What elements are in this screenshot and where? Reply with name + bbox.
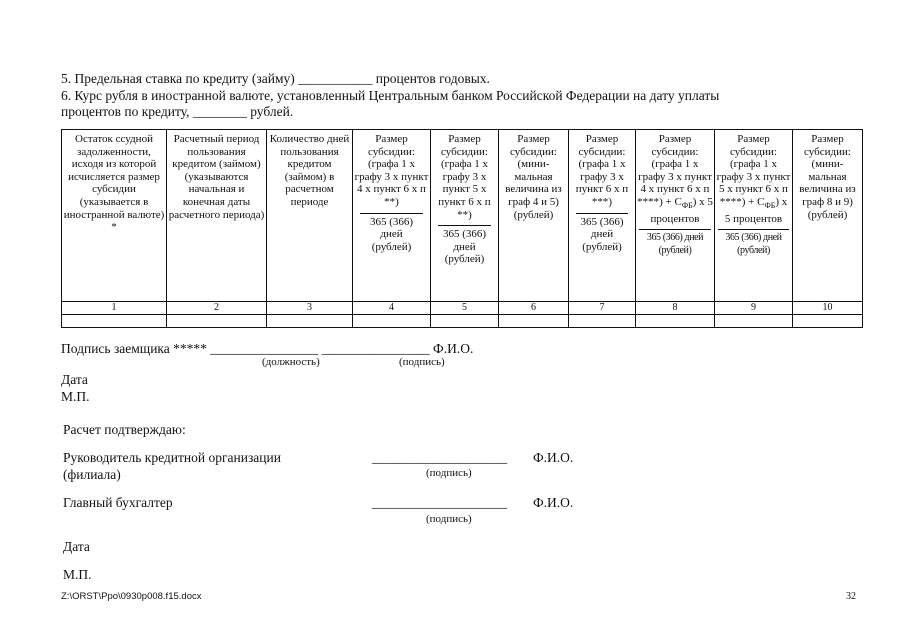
column-number-row [62,302,863,315]
exchange-line-2 [61,104,293,120]
table-cell[interactable] [499,315,569,328]
rate-suffix: процентов годовых. [375,71,490,86]
table-cell[interactable] [793,315,863,328]
page-number: 32 [846,591,856,602]
fraction: Размер субсидии: (графа 1 х графу 3 х пункт 4 х пункт 6 х п ****) + $С_{ФБ}$) х 5 процентов 365 (366) дней (рублей) [637,133,713,256]
header-col-4 [353,130,431,302]
fraction: Размер субсидии: (графа 1 х графу 3 х пункт 6 х п ***) 365 (366) дней (рублей) [575,133,629,253]
borrower-seal-label: М.П. [61,389,90,404]
column-number: 6 [499,302,569,315]
table-cell[interactable] [715,315,793,328]
column-number: 5 [431,302,499,315]
table-cell[interactable] [353,315,431,328]
borrower-signature-blank[interactable]: ________________ [321,341,430,356]
header-col-1: Остаток ссудной задолженности, исходя из которой исчисляется размер субсидии (указывается в иностранной валюте) * [62,130,167,302]
column-number: 3 [267,302,353,315]
borrower-date-label: Дата [61,372,88,387]
borrower-fio: Ф.И.О. [433,341,474,356]
rate-label: 5. Предельная ставка по кредиту (займу) [61,71,295,86]
header-col-6: Размер субсидии: (мини-мальная величина из граф 4 и 5) (рублей) [499,130,569,302]
signature-caption: (подпись) [399,356,445,368]
accountant-fio: Ф.И.О. [533,495,574,510]
column-number: 4 [353,302,431,315]
accountant-signature-caption: (подпись) [426,513,472,525]
table-cell[interactable] [431,315,499,328]
accountant-label: Главный бухгалтер [63,495,173,510]
position-caption: (должность) [262,356,320,368]
confirm-seal-label: М.П. [63,567,92,582]
fraction: Размер субсидии: (графа 1 х графу 3 х пункт 4 х пункт 6 х п **) 365 (366) дней (рублей) [354,133,429,253]
confirm-date-label: Дата [63,539,90,554]
header-col-10: Размер субсидии: (мини-мальная величина из граф 8 и 9) (рублей) [793,130,863,302]
subsidy-table [61,129,863,328]
column-number: 10 [793,302,863,315]
accountant-signature-blank[interactable]: ____________________ [372,495,507,510]
column-number: 9 [715,302,793,315]
rate-line [61,71,490,87]
fraction: Размер субсидии: (графа 1 х графу 3 х пункт 5 х пункт 6 х п ****) + $С_{ФБ}$) х 5 процентов 365 (366) дней (рублей) [716,133,791,256]
rate-blank: ___________ [298,71,373,86]
header-col-5 [431,130,499,302]
table-cell[interactable] [636,315,715,328]
column-number: 2 [167,302,267,315]
column-number: 7 [569,302,636,315]
empty-data-row [62,315,863,328]
header-col-3: Количество дней пользования кредитом (займом) в расчетном периоде [267,130,353,302]
table-cell[interactable] [569,315,636,328]
header-col-7 [569,130,636,302]
head-label-2: (филиала) [63,467,121,482]
table-cell[interactable] [167,315,267,328]
head-signature-caption: (подпись) [426,467,472,479]
exchange-blank: ________ [192,104,247,119]
table-cell[interactable] [267,315,353,328]
exchange-line [61,88,861,104]
header-col-9 [715,130,793,302]
borrower-signature-line [61,341,473,357]
header-row [62,130,863,302]
head-label: Руководитель кредитной организации [63,450,281,465]
head-signature-blank[interactable]: ____________________ [372,450,507,465]
header-col-8 [636,130,715,302]
confirm-heading: Расчет подтверждаю: [63,422,186,437]
exchange-suffix: рублей. [250,104,294,119]
header-col-2: Расчетный период пользования кредитом (займом) (указываются начальная и конечная даты расчетного периода) [167,130,267,302]
head-fio: Ф.И.О. [533,450,574,465]
fraction: Размер субсидии: (графа 1 х графу 3 х пункт 5 х пункт 6 х п **) 365 (366) дней (рублей) [438,133,491,266]
column-number: 1 [62,302,167,315]
exchange-label-2: процентов по кредиту, [61,104,190,119]
borrower-signature-label: Подпись заемщика ***** [61,341,207,356]
exchange-label: 6. Курс рубля в иностранной валюте, установленный Центральным банком Российской Федерации на дату уплаты [61,88,720,103]
borrower-position-blank[interactable]: ________________ [210,341,319,356]
table-cell[interactable] [62,315,167,328]
column-number: 8 [636,302,715,315]
footer-file-path: Z:\ORST\Ppo\0930p008.f15.docx [61,591,202,602]
